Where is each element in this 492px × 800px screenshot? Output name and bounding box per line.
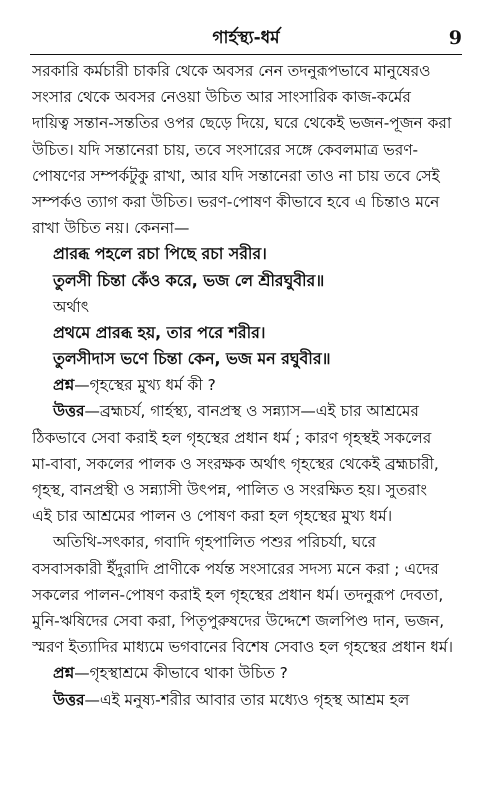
page-header (0, 0, 492, 52)
text-line: স্মরণ ইত্যাদির মাধ্যমে ভগবানের বিশেষ সেবাও হল গৃহস্থের প্রধান ধর্ম। (32, 638, 453, 657)
verse-line: তুলসী চিন্তা কেঁও করে, ভজ লে শ্রীরঘুবীর॥ (53, 270, 325, 290)
verse-bengali (32, 320, 462, 372)
text-line: মুনি-ঋষিদের সেবা করা, পিতৃপুরুষদের উদ্দেশে জলপিণ্ড দান, ভজন, (32, 611, 445, 630)
text-line: অতিথি-সৎকার, গবাদি গৃহপালিত পশুর পরিচর্যা, ঘরে (53, 533, 376, 552)
text-line: গৃহস্থ, বানপ্রস্থী ও সন্ন্যাসী উৎপন্ন, পালিত ও সংরক্ষিত হয়। সুতরাং (32, 481, 427, 499)
question-label: প্রশ্ন (53, 664, 75, 683)
answer-label: উত্তর (53, 690, 85, 709)
arthat-label: অর্থাৎ (53, 297, 89, 316)
verse-hindi (32, 241, 462, 293)
text-line: রাখা উচিত নয়। কেননা— (32, 219, 190, 238)
question-2 (32, 660, 462, 686)
header-rule (30, 54, 462, 55)
question-label: প্রশ্ন (53, 376, 75, 395)
text-line: পোষণের সম্পর্কটুকু রাখা, আর যদি সন্তানেরা তাও না চায় তবে সেই (32, 166, 440, 185)
page-body (32, 58, 462, 713)
text-line: সংসার থেকে অবসর নেওয়া উচিত আর সাংসারিক কাজ-কর্মের (32, 88, 411, 107)
paragraph-hospitality (32, 529, 462, 660)
question-1 (32, 372, 462, 398)
text-line: সকলের পালন-পোষণ করাই হল গৃহস্থের প্রধান ধর্ম। তদনুরূপ দেবতা, (32, 585, 444, 604)
verse-line: তুলসীদাস ভণে চিন্তা কেন, ভজ মন রঘুবীর॥ (53, 349, 331, 369)
question-text: —গৃহস্থাশ্রমে কীভাবে থাকা উচিত ? (74, 664, 288, 683)
text-line: উচিত। যদি সন্তানেরা চায়, তবে সংসারের সঙ্গে কেবলমাত্র ভরণ- (32, 140, 419, 159)
running-title: গার্হস্থ্য-ধর্ম (212, 28, 280, 48)
answer-1 (32, 398, 462, 529)
page-number: 9 (448, 27, 462, 49)
verse-line: প্রারব্ধ পহলে রচা পিছে রচা সরীর। (53, 244, 267, 264)
text-line: বসবাসকারী ইঁদুরাদি প্রাণীকে পর্যন্ত সংসারের সদস্য মনে করা ; এদের (32, 559, 439, 578)
verse-line: প্রথমে প্রারব্ধ হয়, তার পরে শরীর। (53, 322, 266, 342)
text-line: দায়িত্ব সন্তান-সন্ততির ওপর ছেড়ে দিয়ে, ঘরে থেকেই ভজন-পূজন করা (32, 114, 452, 133)
text-line: মা-বাবা, সকলের পালক ও সংরক্ষক অর্থাৎ গৃহস্থের থেকেই ব্রহ্মচারী, (32, 454, 439, 473)
answer-text: —ব্রহ্মচর্য, গার্হস্থ্য, বানপ্রস্থ ও সন্ন্যাস—এই চার আশ্রমের (84, 402, 419, 421)
text-line: ঠিকভাবে সেবা করাই হল গৃহস্থের প্রধান ধর্ম ; কারণ গৃহস্থই সকলের (32, 428, 432, 447)
answer-first-line (32, 398, 462, 424)
question-text: —গৃহস্থের মুখ্য ধর্ম কী ? (74, 376, 216, 395)
text-line: সম্পর্কও ত্যাগ করা উচিত। ভরণ-পোষণ কীভাবে হবে এ চিন্তাও মনে (32, 192, 440, 211)
answer-2 (32, 687, 462, 713)
paragraph-retirement (32, 58, 462, 241)
text-line: এই চার আশ্রমের পালন ও পোষণ করা হল গৃহস্থের মুখ্য ধর্ম। (32, 507, 393, 526)
answer-label: উত্তর (53, 402, 85, 421)
text-line: সরকারি কর্মচারী চাকরি থেকে অবসর নেন তদনুরূপভাবে মানুষেরও (32, 62, 431, 80)
answer-text: —এই মনুষ্য-শরীর আবার তার মধ্যেও গৃহস্থ আশ্রম হল (84, 690, 410, 709)
